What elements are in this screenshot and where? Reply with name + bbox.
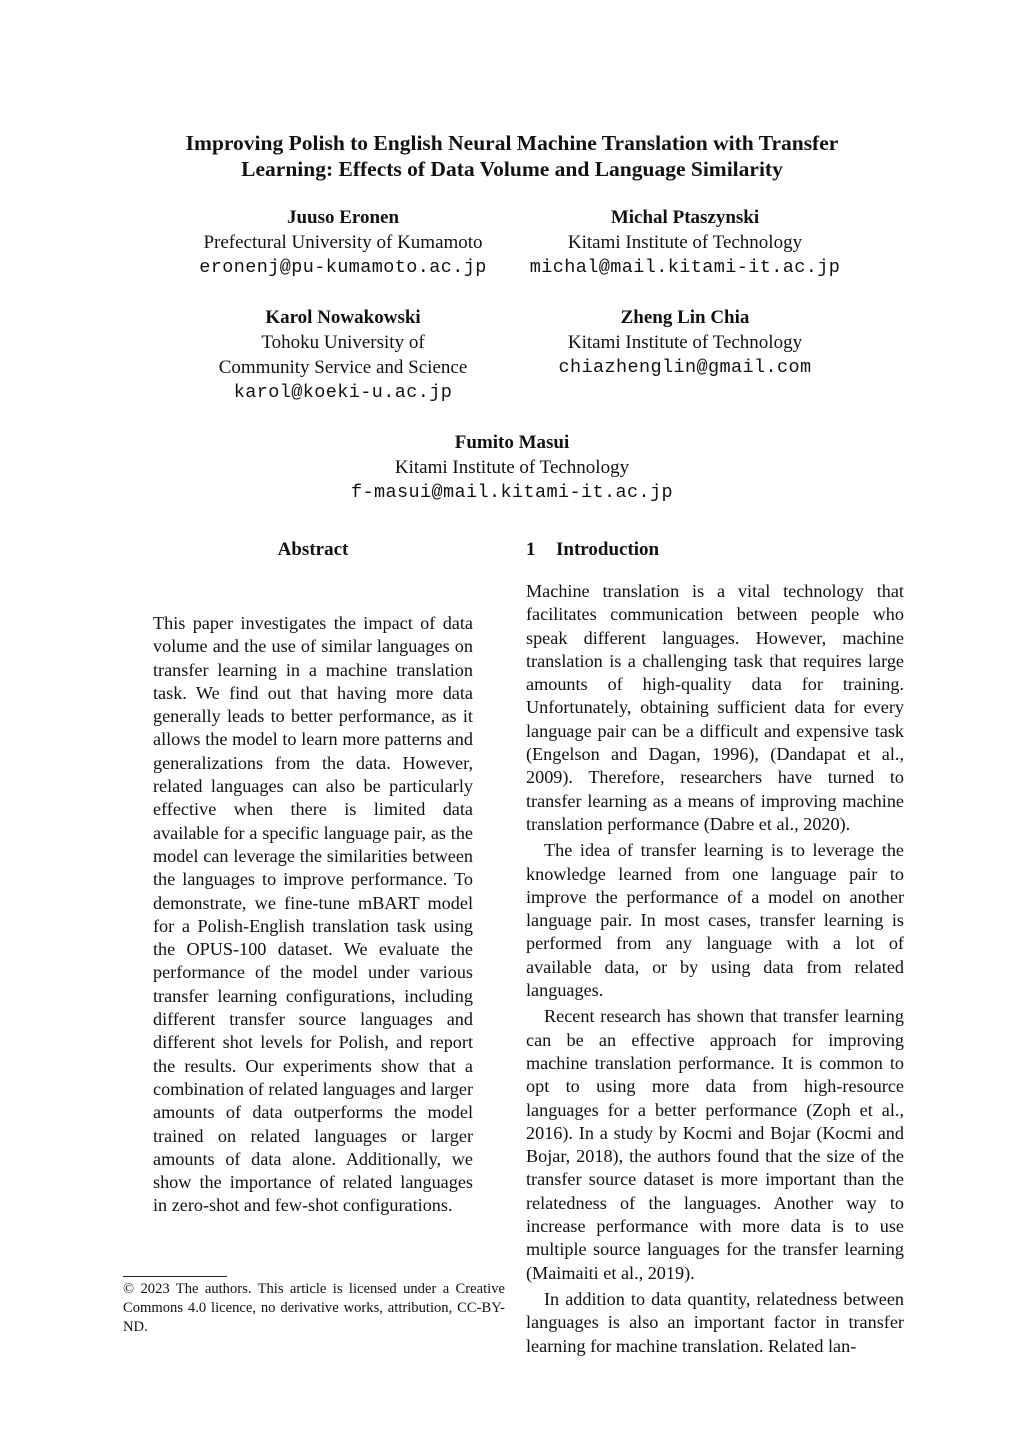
introduction-body xyxy=(526,580,904,1358)
section-heading-introduction xyxy=(526,538,659,562)
author-affiliation: Kitami Institute of Technology xyxy=(567,332,803,353)
paragraph: The idea of transfer learning is to leverage the knowledge learned from one language pair to improve the performance of a model on another language pair. In most cases, transfer learning is performed from any language with a lot of available data, or by using data from related languages. xyxy=(526,840,904,1001)
author-email[interactable]: karol@koeki-u.ac.jp xyxy=(233,382,453,403)
author-email[interactable]: f-masui@mail.kitami-it.ac.jp xyxy=(350,482,674,503)
author-block-5 xyxy=(312,430,712,505)
author-name: Fumito Masui xyxy=(454,432,570,453)
author-affiliation: Kitami Institute of Technology xyxy=(394,457,630,478)
footnote-rule xyxy=(123,1276,227,1277)
author-name: Zheng Lin Chia xyxy=(620,307,750,328)
section-number: 1 xyxy=(526,539,536,560)
author-affiliation: Kitami Institute of Technology xyxy=(567,232,803,253)
author-email[interactable]: chiazhenglin@gmail.com xyxy=(558,357,812,378)
author-block-4 xyxy=(515,305,855,380)
author-affiliation: Prefectural University of Kumamoto xyxy=(203,232,483,253)
paragraph: In addition to data quantity, relatedness between languages is also an important factor in transfer learning for machine translation. Related lan- xyxy=(526,1288,904,1356)
copyright-footnote: © 2023 The authors. This article is licensed under a Creative Commons 4.0 licence, no derivative works, attribution, CC-BY-ND. xyxy=(123,1281,505,1335)
abstract-text: This paper investigates the impact of data volume and the use of similar languages on transfer learning in a machine translation task. We find out that having more data generally leads to better performance, as it allows the model to learn more patterns and generalizations from the data. However, related languages can also be particularly effective when there is limited data available for a specific language pair, as the model can leverage the similarities between the languages to improve performance. To demonstrate, we fine-tune mBART model for a Polish-English translation task using the OPUS-100 dataset. We evaluate the performance of the model under various transfer learning configurations, including different transfer source languages and different shot levels for Polish, and report the results. Our experiments show that a combination of related languages and larger amounts of data outperforms the model trained on related languages or larger amounts of data alone. Additionally, we show the importance of related languages in zero-shot and few-shot configurations. xyxy=(153,613,473,1216)
paragraph: Machine translation is a vital technology that facilitates communication between people who speak different languages. However, machine translation is a challenging task that requires large amounts of high-quality data for training. Unfortunately, obtaining sufficient data for every language pair can be a difficult and expensive task (Engelson and Dagan, 1996), (Dandapat et al., 2009). Therefore, researchers have turned to transfer learning as a means of improving machine translation performance (Dabre et al., 2020). xyxy=(526,581,904,834)
paragraph: Recent research has shown that transfer learning can be an effective approach for improving machine translation performance. It is common to opt to using more data from high-resource languages for a better performance (Zoph et al., 2016). In a study by Kocmi and Bojar (Kocmi and Bojar, 2018), the authors found that the size of the transfer source dataset is more important than the relatedness of the languages. Another way to increase performance with more data is to use multiple source languages for the transfer learning (Maimaiti et al., 2019). xyxy=(526,1006,904,1283)
author-block-3 xyxy=(178,305,508,405)
author-affiliation-line-1: Tohoku University of xyxy=(261,332,425,353)
paper-title xyxy=(60,130,964,182)
paper-title-line-2: Learning: Effects of Data Volume and Language Similarity xyxy=(241,157,783,181)
abstract-body xyxy=(153,612,473,1218)
author-name: Karol Nowakowski xyxy=(265,307,421,328)
section-title: Introduction xyxy=(556,539,660,560)
author-affiliation-line-2: Community Service and Science xyxy=(218,357,468,378)
author-block-1 xyxy=(178,205,508,280)
author-name: Juuso Eronen xyxy=(286,207,400,228)
author-name: Michal Ptaszynski xyxy=(610,207,760,228)
author-email[interactable]: eronenj@pu-kumamoto.ac.jp xyxy=(199,257,487,278)
paper-title-line-1: Improving Polish to English Neural Machine Translation with Transfer xyxy=(185,131,839,155)
abstract-heading: Abstract xyxy=(277,539,349,560)
author-email[interactable]: michal@mail.kitami-it.ac.jp xyxy=(529,257,841,278)
author-block-2 xyxy=(515,205,855,280)
